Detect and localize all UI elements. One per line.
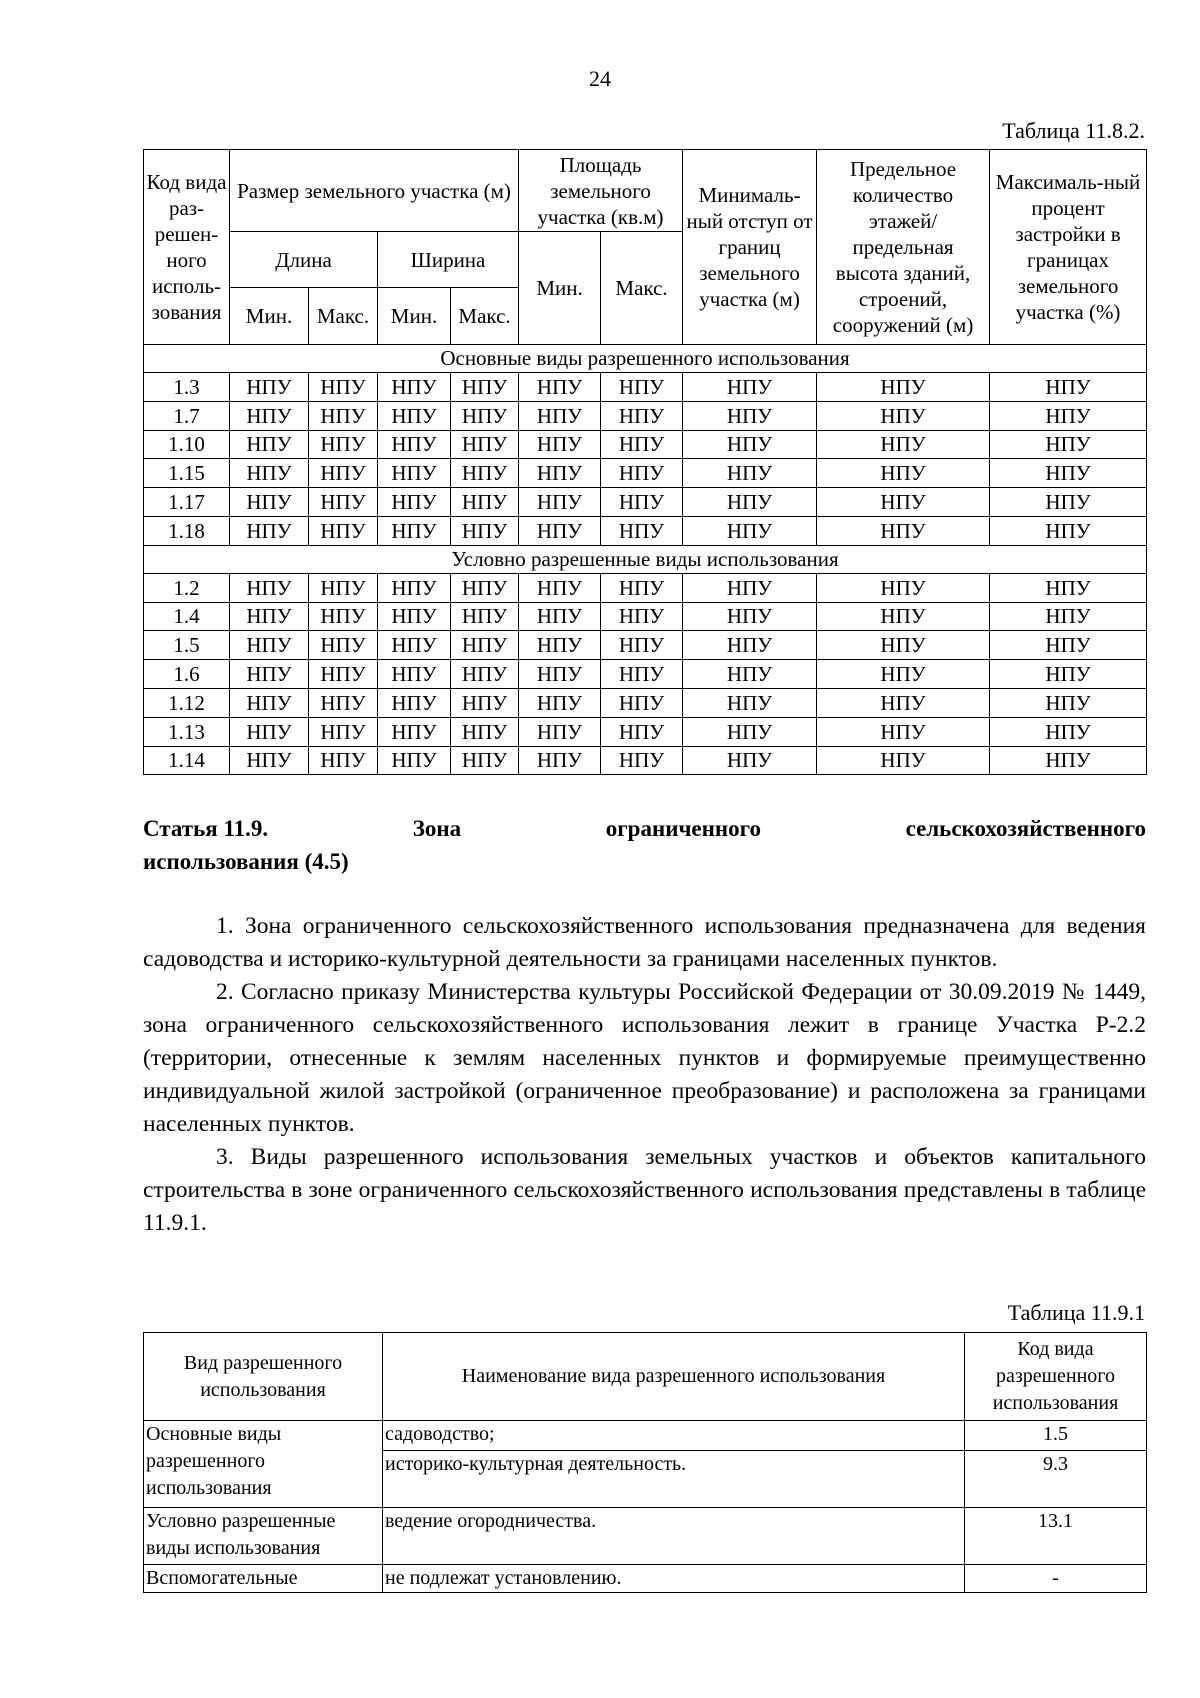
table-cell: НПУ [309,688,378,717]
table-cell: НПУ [817,602,990,631]
table-cell: НПУ [378,688,451,717]
table-row [144,459,1147,488]
table-cell: НПУ [817,488,990,517]
table-cell: НПУ [309,631,378,660]
use-name: садоводство; [383,1421,965,1451]
table-cell: НПУ [230,631,309,660]
table-cell: НПУ [683,660,817,689]
header-area-max: Макс. [601,232,683,345]
table-cell: НПУ [683,430,817,459]
table-cell: 1.13 [144,717,230,746]
table-cell: НПУ [378,373,451,402]
table-cell: НПУ [378,660,451,689]
table-row [144,373,1147,402]
table-cell: НПУ [230,717,309,746]
table-row [144,631,1147,660]
header-percent: Максималь-ный процент застройки в границах земельного участка (%) [990,150,1147,345]
table-cell: НПУ [601,459,683,488]
table-cell: НПУ [451,488,519,517]
table-cell: НПУ [378,746,451,775]
table-cell: НПУ [683,373,817,402]
table-cell: НПУ [519,746,601,775]
table-cell: НПУ [309,401,378,430]
table-cell: НПУ [683,746,817,775]
table-cell: НПУ [601,488,683,517]
table-cell: НПУ [230,746,309,775]
use-code: 1.5 [965,1421,1147,1451]
table-cell: НПУ [683,573,817,602]
use-code: 13.1 [965,1508,1147,1565]
table-cell: НПУ [378,717,451,746]
table-row [144,430,1147,459]
table-cell: НПУ [230,401,309,430]
table-cell: НПУ [309,660,378,689]
table-cell: 1.3 [144,373,230,402]
table-cell: НПУ [519,717,601,746]
table-cell: НПУ [601,516,683,545]
table-cell: 1.12 [144,688,230,717]
table-cell: НПУ [817,459,990,488]
table-cell: НПУ [451,746,519,775]
table-caption: Таблица 11.8.2. [1002,118,1145,143]
article-title-word: Статья 11.9. [143,816,269,841]
table-cell: 1.14 [144,746,230,775]
table-cell: НПУ [990,660,1147,689]
section-row [144,545,1147,573]
article-title-word: Зона [412,816,462,841]
table-cell: НПУ [309,746,378,775]
table-cell: НПУ [817,430,990,459]
use-name: ведение огородничества. [383,1508,965,1565]
table-cell: НПУ [683,688,817,717]
table-cell: 1.10 [144,430,230,459]
table-cell: НПУ [451,516,519,545]
table-cell: НПУ [817,717,990,746]
table-cell: НПУ [519,516,601,545]
table-cell: НПУ [519,459,601,488]
table-cell: 1.15 [144,459,230,488]
section-row [144,345,1147,373]
table-cell: НПУ [451,459,519,488]
table-row [144,1565,1147,1593]
table-cell: НПУ [230,660,309,689]
table-cell: НПУ [519,631,601,660]
article-title [143,812,1146,878]
table-cell: НПУ [451,401,519,430]
table-row [144,1508,1147,1565]
table-row [144,602,1147,631]
zone-parameters-table [143,149,1147,775]
table-cell: НПУ [990,602,1147,631]
table-row [144,746,1147,775]
header-length-max: Макс. [309,288,378,345]
table-cell: НПУ [309,573,378,602]
table-row [144,660,1147,689]
use-code: 9.3 [965,1451,1147,1508]
table-cell: НПУ [683,401,817,430]
table-cell: НПУ [230,688,309,717]
table-cell: НПУ [990,573,1147,602]
permitted-use-table [143,1332,1147,1593]
table-cell: НПУ [230,488,309,517]
table-cell: НПУ [519,573,601,602]
use-name: историко-культурная деятельность. [383,1451,965,1508]
table-cell: НПУ [990,401,1147,430]
article-body [143,910,1146,1240]
use-type: Основные виды разрешенного использования [144,1421,383,1508]
header-use-name: Наименование вида разрешенного использования [383,1333,965,1421]
table-cell: НПУ [817,631,990,660]
table-cell: НПУ [309,717,378,746]
table-cell: НПУ [309,488,378,517]
table-cell: НПУ [683,459,817,488]
table-cell: НПУ [990,488,1147,517]
table-row [144,573,1147,602]
table-row [144,401,1147,430]
table-cell: НПУ [451,573,519,602]
table-cell: 1.5 [144,631,230,660]
table-cell: НПУ [378,631,451,660]
table-cell: НПУ [378,401,451,430]
table-cell: НПУ [230,373,309,402]
table-cell: НПУ [817,746,990,775]
table-cell: НПУ [817,401,990,430]
table-cell: НПУ [683,516,817,545]
table-cell: НПУ [601,746,683,775]
table-row [144,717,1147,746]
paragraph-1: 1. Зона ограниченного сельскохозяйственного использования предназначена для ведения садоводства и историко-культурной деятельности за границами населенных пунктов. [143,913,1146,972]
article-title-word: ограниченного [605,816,762,841]
table-cell: НПУ [601,688,683,717]
table-cell: НПУ [378,516,451,545]
table-cell: НПУ [990,430,1147,459]
table-cell: НПУ [683,602,817,631]
table-cell: НПУ [990,516,1147,545]
header-use-type: Вид разрешенного использования [144,1333,383,1421]
table-cell: НПУ [230,602,309,631]
table-cell: НПУ [601,602,683,631]
table-cell: НПУ [817,688,990,717]
table-cell: НПУ [601,430,683,459]
section-title: Основные виды разрешенного использования [144,345,1147,373]
table-cell: НПУ [817,516,990,545]
header-use-code: Код вида разрешенного использования [965,1333,1147,1421]
page-number: 24 [589,66,611,91]
table-cell: НПУ [990,717,1147,746]
table-cell: НПУ [601,573,683,602]
table-cell: НПУ [817,660,990,689]
header-length-min: Мин. [230,288,309,345]
table-cell: НПУ [309,516,378,545]
table-cell: НПУ [990,688,1147,717]
table-cell: НПУ [601,401,683,430]
table-cell: НПУ [519,401,601,430]
table-cell: НПУ [601,373,683,402]
table-cell: НПУ [309,459,378,488]
table-cell: НПУ [519,660,601,689]
table-cell: НПУ [817,573,990,602]
table-cell: НПУ [378,602,451,631]
table-cell: НПУ [230,430,309,459]
header-setback: Минималь-ный отступ от границ земельного участка (м) [683,150,817,345]
use-type: Вспомогательные [144,1565,383,1593]
table-cell: НПУ [519,688,601,717]
header-area: Площадь земельного участка (кв.м) [519,150,683,232]
table-cell: НПУ [309,430,378,459]
table-row [144,1421,1147,1451]
table-cell: НПУ [990,631,1147,660]
table-cell: 1.17 [144,488,230,517]
table-cell: НПУ [519,488,601,517]
header-floors: Предельное количество этажей/ предельная высота зданий, строений, сооружений (м) [817,150,990,345]
table-cell: НПУ [309,373,378,402]
table-cell: НПУ [683,717,817,746]
table-cell: НПУ [451,430,519,459]
header-width-min: Мин. [378,288,451,345]
header-width-max: Макс. [451,288,519,345]
table-cell: 1.18 [144,516,230,545]
header-length: Длина [230,232,378,288]
use-code: - [965,1565,1147,1593]
table-cell: НПУ [309,602,378,631]
table-cell: НПУ [451,631,519,660]
table-cell: НПУ [451,660,519,689]
table-cell: НПУ [683,488,817,517]
header-area-min: Мин. [519,232,601,345]
table-row [144,488,1147,517]
table-row [144,688,1147,717]
table-row [144,516,1147,545]
table-cell: НПУ [519,430,601,459]
table-cell: НПУ [378,459,451,488]
table-cell: НПУ [990,746,1147,775]
table-cell: НПУ [378,573,451,602]
table-cell: НПУ [451,688,519,717]
table-cell: НПУ [230,516,309,545]
table-cell: НПУ [601,660,683,689]
table-cell: 1.2 [144,573,230,602]
table-cell: НПУ [601,631,683,660]
header-width: Ширина [378,232,519,288]
header-code: Код вида раз-решен-ного исполь-зования [144,150,230,345]
paragraph-2: 2. Согласно приказу Министерства культуры Российской Федерации от 30.09.2019 № 1449, зона ограниченного сельскохозяйственного использования лежит в границе Участка Р-2.2 (территории, отнесенные к землям населенных пунктов и формируемые преимущественно индивидуальной жилой застройкой (ограниченное преобразование) и расположена за границами населенных пунктов. [143,979,1146,1137]
table-cell: НПУ [378,488,451,517]
table-cell: НПУ [601,717,683,746]
table-cell: НПУ [451,602,519,631]
paragraph-3: 3. Виды разрешенного использования земельных участков и объектов капитального строительства в зоне ограниченного сельскохозяйственного использования представлены в таблице 11.9.1. [143,1144,1146,1236]
table-cell: НПУ [683,631,817,660]
table-cell: НПУ [519,373,601,402]
table-cell: НПУ [230,459,309,488]
header-size: Размер земельного участка (м) [230,150,519,232]
table-cell: 1.6 [144,660,230,689]
table-cell: НПУ [378,430,451,459]
table-cell: НПУ [990,373,1147,402]
article-title-word: сельскохозяйственного [905,816,1146,841]
use-name: не подлежат установлению. [383,1565,965,1593]
table-cell: 1.7 [144,401,230,430]
table-cell: НПУ [451,373,519,402]
table-cell: НПУ [990,459,1147,488]
use-type: Условно разрешенные виды использования [144,1508,383,1565]
table-cell: НПУ [451,717,519,746]
table-cell: НПУ [817,373,990,402]
table-cell: НПУ [230,573,309,602]
table-caption-2: Таблица 11.9.1 [1007,1300,1145,1325]
table-cell: 1.4 [144,602,230,631]
table-cell: НПУ [519,602,601,631]
article-title-line2: использования (4.5) [143,849,349,874]
section-title: Условно разрешенные виды использования [144,545,1147,573]
